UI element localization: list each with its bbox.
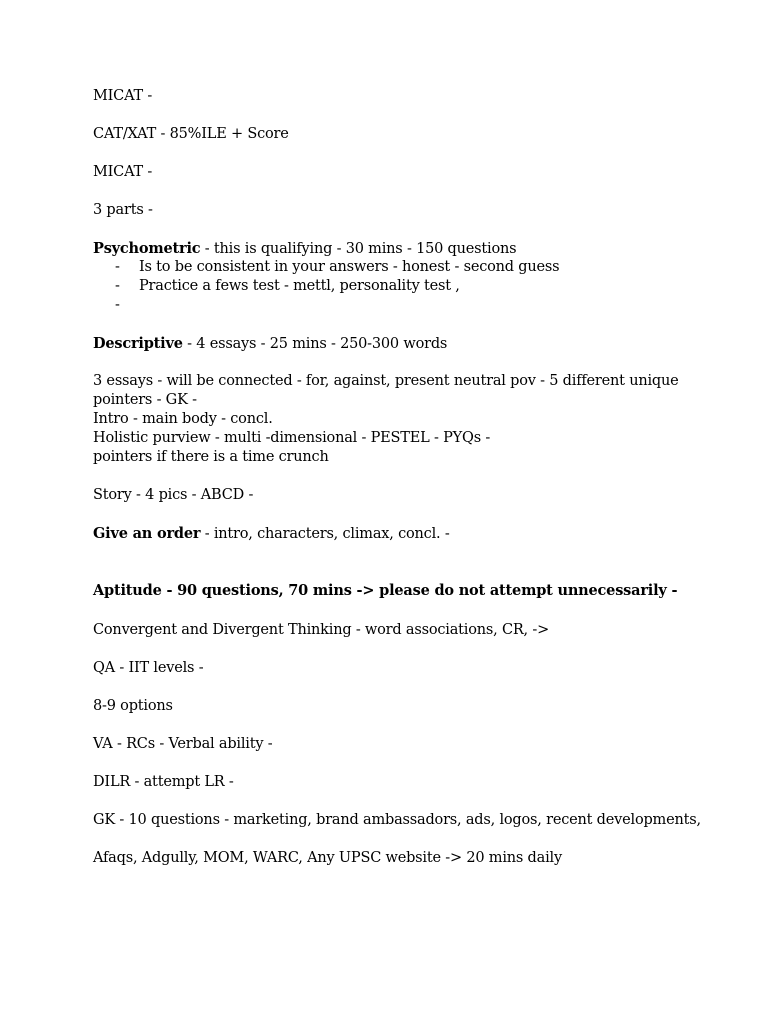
va-line: VA - RCs - Verbal ability - (93, 736, 273, 752)
psychometric-line (93, 239, 516, 259)
aptitude-heading (93, 581, 677, 601)
essays-line-1: 3 essays - will be connected - for, against, present neutral pov - 5 different unique (93, 373, 679, 389)
sources-line: Afaqs, Adgully, MOM, WARC, Any UPSC website -> 20 mins daily (93, 850, 562, 866)
parts-line: 3 parts - (93, 202, 153, 218)
descriptive-line (93, 334, 447, 354)
descriptive-details: - 4 essays - 25 mins - 250-300 words (182, 336, 448, 352)
pointers-line: pointers if there is a time crunch (93, 449, 329, 465)
bullet-dash: - (115, 259, 120, 275)
options-line: 8-9 options (93, 698, 173, 714)
essays-line-2: pointers - GK - (93, 392, 197, 408)
cat-xat-line: CAT/XAT - 85%ILE + Score (93, 126, 289, 142)
convergent-line: Convergent and Divergent Thinking - word associations, CR, -> (93, 622, 550, 638)
psy-bullet-3 (115, 296, 139, 315)
story-line: Story - 4 pics - ABCD - (93, 487, 254, 503)
bullet-dash: - (115, 278, 120, 294)
psy-bullet-1 (115, 258, 559, 277)
bullet-text: Is to be consistent in your answers - honest - second guess (139, 259, 560, 275)
qa-line: QA - IIT levels - (93, 660, 204, 676)
order-label: Give an order (93, 525, 201, 542)
descriptive-label: Descriptive (93, 335, 183, 352)
micat-heading-1: MICAT - (93, 88, 153, 104)
order-details: - intro, characters, climax, concl. - (200, 526, 450, 542)
psy-bullet-2 (115, 277, 460, 296)
dilr-line: DILR - attempt LR - (93, 774, 234, 790)
bullet-text: Practice a fews test - mettl, personality test , (139, 278, 460, 294)
gk-line: GK - 10 questions - marketing, brand ambassadors, ads, logos, recent developments, (93, 812, 701, 828)
bullet-dash: - (115, 297, 120, 313)
intro-line: Intro - main body - concl. (93, 411, 273, 427)
psychometric-label: Psychometric (93, 240, 201, 257)
aptitude-text: Aptitude - 90 questions, 70 mins -> please do not attempt unnecessarily - (93, 582, 678, 599)
order-line (93, 524, 450, 544)
micat-heading-2: MICAT - (93, 164, 153, 180)
psychometric-details: - this is qualifying - 30 mins - 150 questions (200, 241, 517, 257)
holistic-line: Holistic purview - multi -dimensional - PESTEL - PYQs - (93, 430, 491, 446)
